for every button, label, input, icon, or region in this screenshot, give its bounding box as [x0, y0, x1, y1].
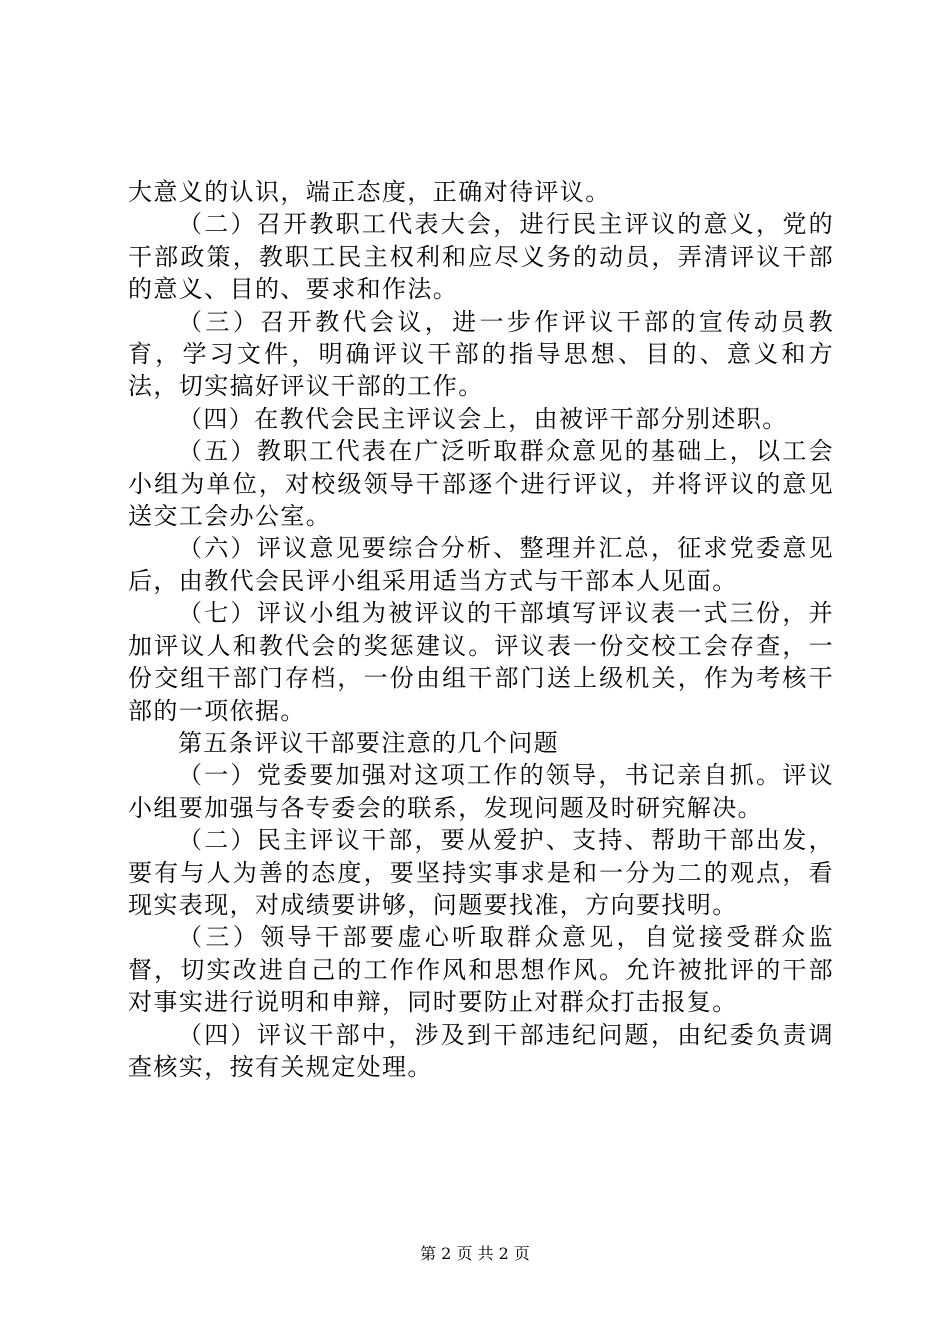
paragraph: （一）党委要加强对这项工作的领导，书记亲自抓。评议小组要加强与各专委会的联系，发现问题及时研究解决。: [128, 761, 834, 822]
paragraph: （三）召开教代会议，进一步作评议干部的宣传动员教育，学习文件，明确评议干部的指导思想、目的、意义和方法，切实搞好评议干部的工作。: [128, 307, 834, 401]
paragraph: （六）评议意见要综合分析、整理并汇总，征求党委意见后，由教代会民评小组采用适当方式与干部本人见面。: [128, 534, 834, 595]
document-body: [128, 176, 834, 1083]
paragraph: （二）召开教职工代表大会，进行民主评议的意义，党的干部政策，教职工民主权利和应尽义务的动员，弄清评议干部的意义、目的、要求和作法。: [128, 210, 834, 304]
paragraph: 大意义的认识，端正态度，正确对待评议。: [128, 178, 611, 206]
paragraph: （二）民主评议干部，要从爱护、支持、帮助干部出发，要有与人为善的态度，要坚持实事求是和一分为二的观点，看现实表现，对成绩要讲够，问题要找准，方向要找明。: [128, 826, 834, 919]
paragraph: （四）评议干部中，涉及到干部违纪问题，由纪委负责调查核实，按有关规定处理。: [128, 1020, 834, 1081]
paragraph: （五）教职工代表在广泛听取群众意见的基础上，以工会小组为单位，对校级领导干部逐个进行评议，并将评议的意见送交工会办公室。: [128, 437, 834, 531]
paragraph: （七）评议小组为被评议的干部填写评议表一式三份，并加评议人和教代会的奖惩建议。评议表一份交校工会存查，一份交组干部门存档，一份由组干部门送上级机关，作为考核干部的一项依据。: [128, 599, 834, 725]
paragraph: （四）在教代会民主评议会上，由被评干部分别述职。: [178, 404, 788, 433]
page-number-footer: 第 2 页 共 2 页: [420, 1244, 530, 1263]
paragraph: （三）领导干部要虚心听取群众意见，自觉接受群众监督，切实改进自己的工作作风和思想作风。允许被批评的干部对事实进行说明和申辩，同时要防止对群众打击报复。: [128, 923, 834, 1017]
section-heading: 第五条评议干部要注意的几个问题: [178, 728, 559, 757]
